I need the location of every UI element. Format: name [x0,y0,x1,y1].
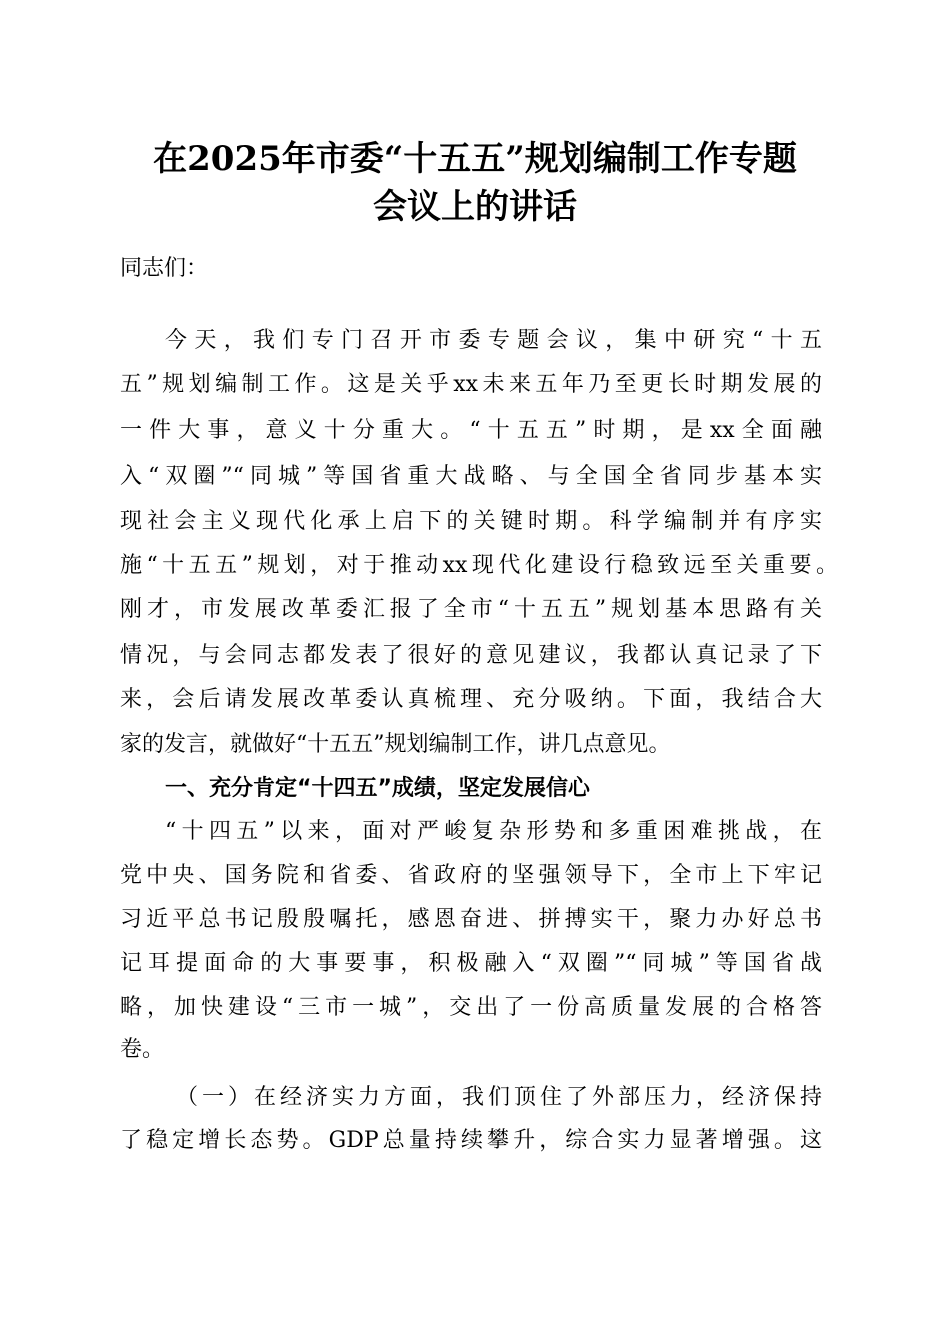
paragraph-line: 入“双圈”“同城”等国省重大战略、与全国全省同步基本实 [120,464,822,489]
paragraph-line: “十四五”以来，面对严峻复杂形势和多重困难挑战，在 [165,819,822,844]
paragraph-line: 党中央、国务院和省委、省政府的坚强领导下，全市上下牢记 [120,863,822,888]
paragraph-line: 五”规划编制工作。这是关乎xx未来五年乃至更长时期发展的 [120,372,822,397]
paragraph-line: 了稳定增长态势。GDP总量持续攀升，综合实力显著增强。这 [120,1128,822,1153]
document-title-line-2: 会议上的讲话 [373,187,577,227]
section-heading: 一、充分肯定“十四五”成绩，坚定发展信心 [165,776,590,801]
paragraph-line: 卷。 [120,1037,165,1062]
paragraph-line: 习近平总书记殷殷嘱托，感恩奋进、拼搏实干，聚力办好总书 [120,907,822,932]
document-title-line-1: 在2025年市委“十五五”规划编制工作专题 [153,139,797,179]
paragraph-line: 今天，我们专门召开市委专题会议，集中研究“十五 [165,328,822,353]
paragraph-line: 情况，与会同志都发表了很好的意见建议，我都认真记录了下 [120,643,822,668]
paragraph-line: 施“十五五”规划，对于推动xx现代化建设行稳致远至关重要。 [120,553,838,578]
paragraph-line: 刚才，市发展改革委汇报了全市“十五五”规划基本思路有关 [120,597,822,622]
paragraph-line: 来，会后请发展改革委认真梳理、充分吸纳。下面，我结合大 [120,687,822,712]
paragraph-line: 略，加快建设“三市一城”，交出了一份高质量发展的合格答 [120,995,822,1020]
paragraph-line: 记耳提面命的大事要事，积极融入“双圈”“同城”等国省战 [120,951,822,976]
paragraph-line: （一）在经济实力方面，我们顶住了外部压力，经济保持 [176,1085,822,1110]
salutation: 同志们： [120,256,209,281]
paragraph-line: 现社会主义现代化承上启下的关键时期。科学编制并有序实 [120,509,822,534]
paragraph-line: 家的发言，就做好“十五五”规划编制工作，讲几点意见。 [120,732,671,757]
paragraph-line: 一件大事，意义十分重大。“十五五”时期，是xx全面融 [120,418,822,443]
